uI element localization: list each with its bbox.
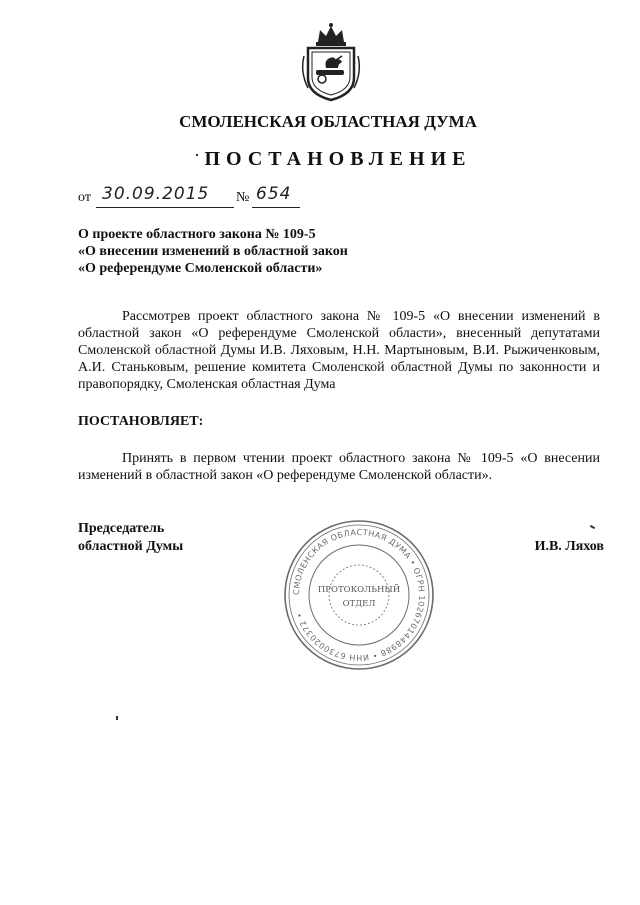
- scan-mark: [196, 154, 198, 156]
- scan-mark: [590, 525, 595, 529]
- document-type-title: [0, 148, 640, 171]
- date-number-line: [78, 186, 378, 210]
- signatory-title-line: областной Думы: [78, 539, 184, 554]
- resolve-heading: ПОСТАНОВЛЯЕТ:: [78, 414, 204, 429]
- date-underline: [96, 207, 234, 208]
- document-type: ПОСТАНОВЛЕНИЕ: [204, 148, 472, 170]
- signatory-name: И.В. Ляхов: [534, 539, 604, 554]
- scan-mark: [116, 716, 118, 720]
- subject-line: «О внесении изменений в областной закон: [78, 244, 348, 259]
- document-subject: [78, 226, 348, 277]
- body-paragraph-1: [78, 308, 600, 393]
- organization-name: СМОЛЕНСКАЯ ОБЛАСТНАЯ ДУМА: [179, 112, 477, 131]
- subject-line: О проекте областного закона № 109-5: [78, 227, 316, 242]
- number-value: 654: [256, 184, 292, 204]
- coat-of-arms-icon: [296, 22, 366, 102]
- stamp-center-line-1: ПРОТОКОЛЬНЫЙ: [317, 585, 401, 595]
- date-value: 30.09.2015: [102, 184, 210, 204]
- stamp-ring-text: СМОЛЕНСКАЯ ОБЛАСТНАЯ ДУМА • ОГРН 1026701448988 • ИНН 6730020372 •: [291, 527, 427, 663]
- from-label: от: [78, 190, 91, 205]
- stamp-center-line-2: ОТДЕЛ: [342, 599, 376, 609]
- subject-line: «О референдуме Смоленской области»: [78, 261, 323, 276]
- paragraph-text: Рассмотрев проект областного закона № 109-5 «О внесении изменений в областной закон «О референдуме Смоленской области», внесенный депутатами Смоленской областной Думы И.В. Ляховым, Н.Н. Мартыновым, В.И. Рыжиченковым, А.И. Станьковым, решение комитета Смоленской областной Думы по законности и правопорядку, Смоленская областная Дума: [78, 309, 600, 392]
- organization-title: [0, 112, 640, 132]
- body-paragraph-2: [78, 450, 600, 484]
- official-stamp-seal: [282, 518, 436, 672]
- number-label: №: [236, 190, 250, 205]
- paragraph-text: Принять в первом чтении проект областного закона № 109-5 «О внесении изменений в областной закон «О референдуме Смоленской области».: [78, 451, 600, 483]
- signatory-title: [78, 520, 183, 556]
- signatory-title-line: Председатель: [78, 521, 165, 536]
- number-underline: [252, 207, 300, 208]
